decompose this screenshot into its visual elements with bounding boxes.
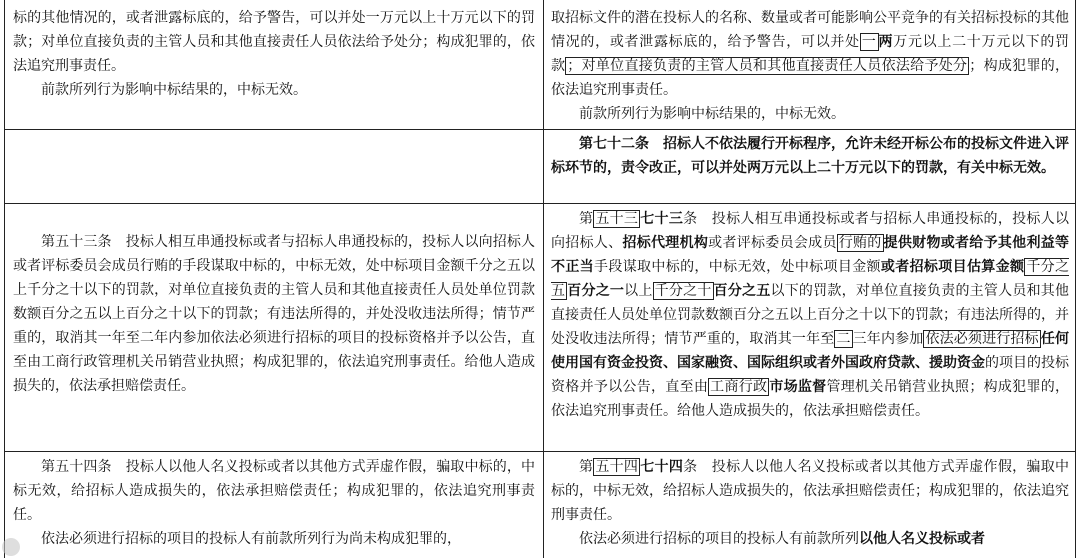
boxed-deletion: 千分之十 [654, 283, 712, 299]
bold-insertion: 两 [878, 34, 894, 50]
bold-insertion: 以他人名义投标或者 [859, 531, 985, 547]
text-run: 第 [579, 211, 594, 227]
text-run: 管理机关吊销营业执照；构成犯罪的，依法追究刑事责任。给他人造成损失的，依法承担赔偿责任。 [551, 379, 1069, 419]
row1-right-cell [551, 6, 1069, 128]
bold-insertion: 提供财物或者给予其他利益等不正当 [551, 235, 1069, 275]
boxed-deletion: ；对单位直接负责的主管人员和其他直接责任人员依法给予处分 [567, 58, 968, 74]
bold-insertion: 任何使用国有资金投资、国家融资、国际组织或者外国政府贷款、援助资金 [551, 331, 1069, 371]
paragraph: 依法必须进行招标的项目的投标人有前款所列行为尚未构成犯罪的， [41, 531, 461, 547]
paragraph: 标的其他情况的，或者泄露标底的，给予警告，可以并处一万元以上十万元以下的罚款；对单位直接负责的主管人员和其他直接责任人员依法给予处分；构成犯罪的，依法追究刑事责任。 [13, 10, 535, 74]
boxed-deletion: 千分之五 [551, 259, 1069, 299]
text-run: 以下的罚款，对单位直接负责的主管人员和其他直接责任人员处单位罚款数额百分之五以上百分之十以下的罚款；有违法所得的，并处没收违法所得；情节严重的，取消其一年至 [551, 283, 1069, 347]
row-divider [5, 203, 1075, 204]
paragraph [551, 527, 1069, 551]
text-run: 的项目的投标资格并予以公告，直至由 [551, 355, 1069, 395]
text-run: 依法必须进行招标的项目的投标人有前款所列 [579, 531, 859, 547]
boxed-deletion: 二 [836, 331, 851, 347]
row-divider [5, 129, 1075, 130]
watermark-icon [2, 538, 20, 556]
text-run: 以上 [624, 283, 653, 299]
text-run: 第 [579, 459, 594, 475]
bold-insertion: 市场监督 [769, 379, 827, 395]
bold-insertion: 七十三 [640, 211, 684, 227]
text-run: 条 投标人以他人名义投标或者以其他方式弄虚作假，骗取中标的，中标无效，给招标人造成损失的，依法承担赔偿责任；构成犯罪的，依法追究刑事责任。 [551, 459, 1069, 523]
boxed-deletion: 工商行政 [710, 379, 768, 395]
text-run: 或者评标委员会成员 [708, 235, 837, 251]
article-54-old: 第五十四条 投标人以他人名义投标或者以其他方式弄虚作假，骗取中标的，中标无效，给招标人造成损失的，依法承担赔偿责任；构成犯罪的，依法追究刑事责任。 [13, 459, 535, 523]
row4-right-cell [551, 455, 1069, 558]
row2-right-cell [551, 132, 1069, 202]
bold-insertion: 或者招标项目估算金额 [880, 259, 1025, 275]
bold-insertion: 百分之五 [713, 283, 771, 299]
boxed-deletion: 五十四 [595, 459, 639, 475]
row3-right-cell [551, 207, 1069, 450]
boxed-deletion: 五十三 [595, 211, 639, 227]
row1-left-cell [13, 6, 535, 128]
text-run: 取招标文件的潜在投标人的名称、数量或者可能影响公平竞争的有关招标投标的其他情况的，或者泄露标底的，给予警告，可以并处 [551, 10, 1069, 50]
paragraph [551, 6, 1069, 102]
row-divider [5, 451, 1075, 452]
article-72: 第七十二条 招标人不依法履行开标程序，允许未经开标公布的投标文件进入评标环节的，责令改正，可以并处两万元以上二十万元以下的罚款，有关中标无效。 [551, 136, 1069, 176]
row3-left-cell [13, 230, 535, 450]
text-run: 三年内参加 [852, 331, 924, 347]
text-run: ；构成犯罪的，依法追究刑事责任。 [551, 58, 1069, 98]
article-53-old: 第五十三条 投标人相互串通投标或者与招标人串通投标的，投标人以向招标人或者评标委员会成员行贿的手段谋取中标的，中标无效，处中标项目金额千分之五以上千分之十以下的罚款，对单位直接负责的主管人员和其他直接责任人员处单位罚款数额百分之五以上百分之十以下的罚款；有违法所得的，并处没收违法所得；情节严重的，取消其一年至二年内参加依法必须进行招标的项目的投标资格并予以公告，直至由工商行政管理机关吊销营业执照；构成犯罪的，依法追究刑事责任。给他人造成损失的，依法承担赔偿责任。 [13, 234, 535, 394]
boxed-deletion: 一 [861, 34, 877, 50]
text-run: 万元以上二十万元以下的罚款 [551, 34, 1069, 74]
boxed-deletion: 依法必须进行招标 [925, 331, 1039, 347]
article-74-new [551, 455, 1069, 527]
text-run: 手段谋取中标的，中标无效，处中标项目金额 [594, 259, 881, 275]
bold-insertion: 招标代理机构 [622, 235, 709, 251]
text-run: 条 投标人相互串通投标或者与招标人串通投标的，投标人以向招标人、 [551, 211, 1069, 251]
comparison-table [4, 0, 1076, 558]
article-73-new [551, 207, 1069, 423]
paragraph: 前款所列行为影响中标结果的，中标无效。 [579, 106, 845, 122]
column-divider [543, 0, 544, 558]
row4-left-cell [13, 455, 535, 558]
paragraph: 前款所列行为影响中标结果的，中标无效。 [41, 82, 307, 98]
bold-insertion: 七十四 [640, 459, 684, 475]
boxed-deletion: 行贿的 [838, 235, 882, 251]
bold-insertion: 百分之一 [567, 283, 625, 299]
